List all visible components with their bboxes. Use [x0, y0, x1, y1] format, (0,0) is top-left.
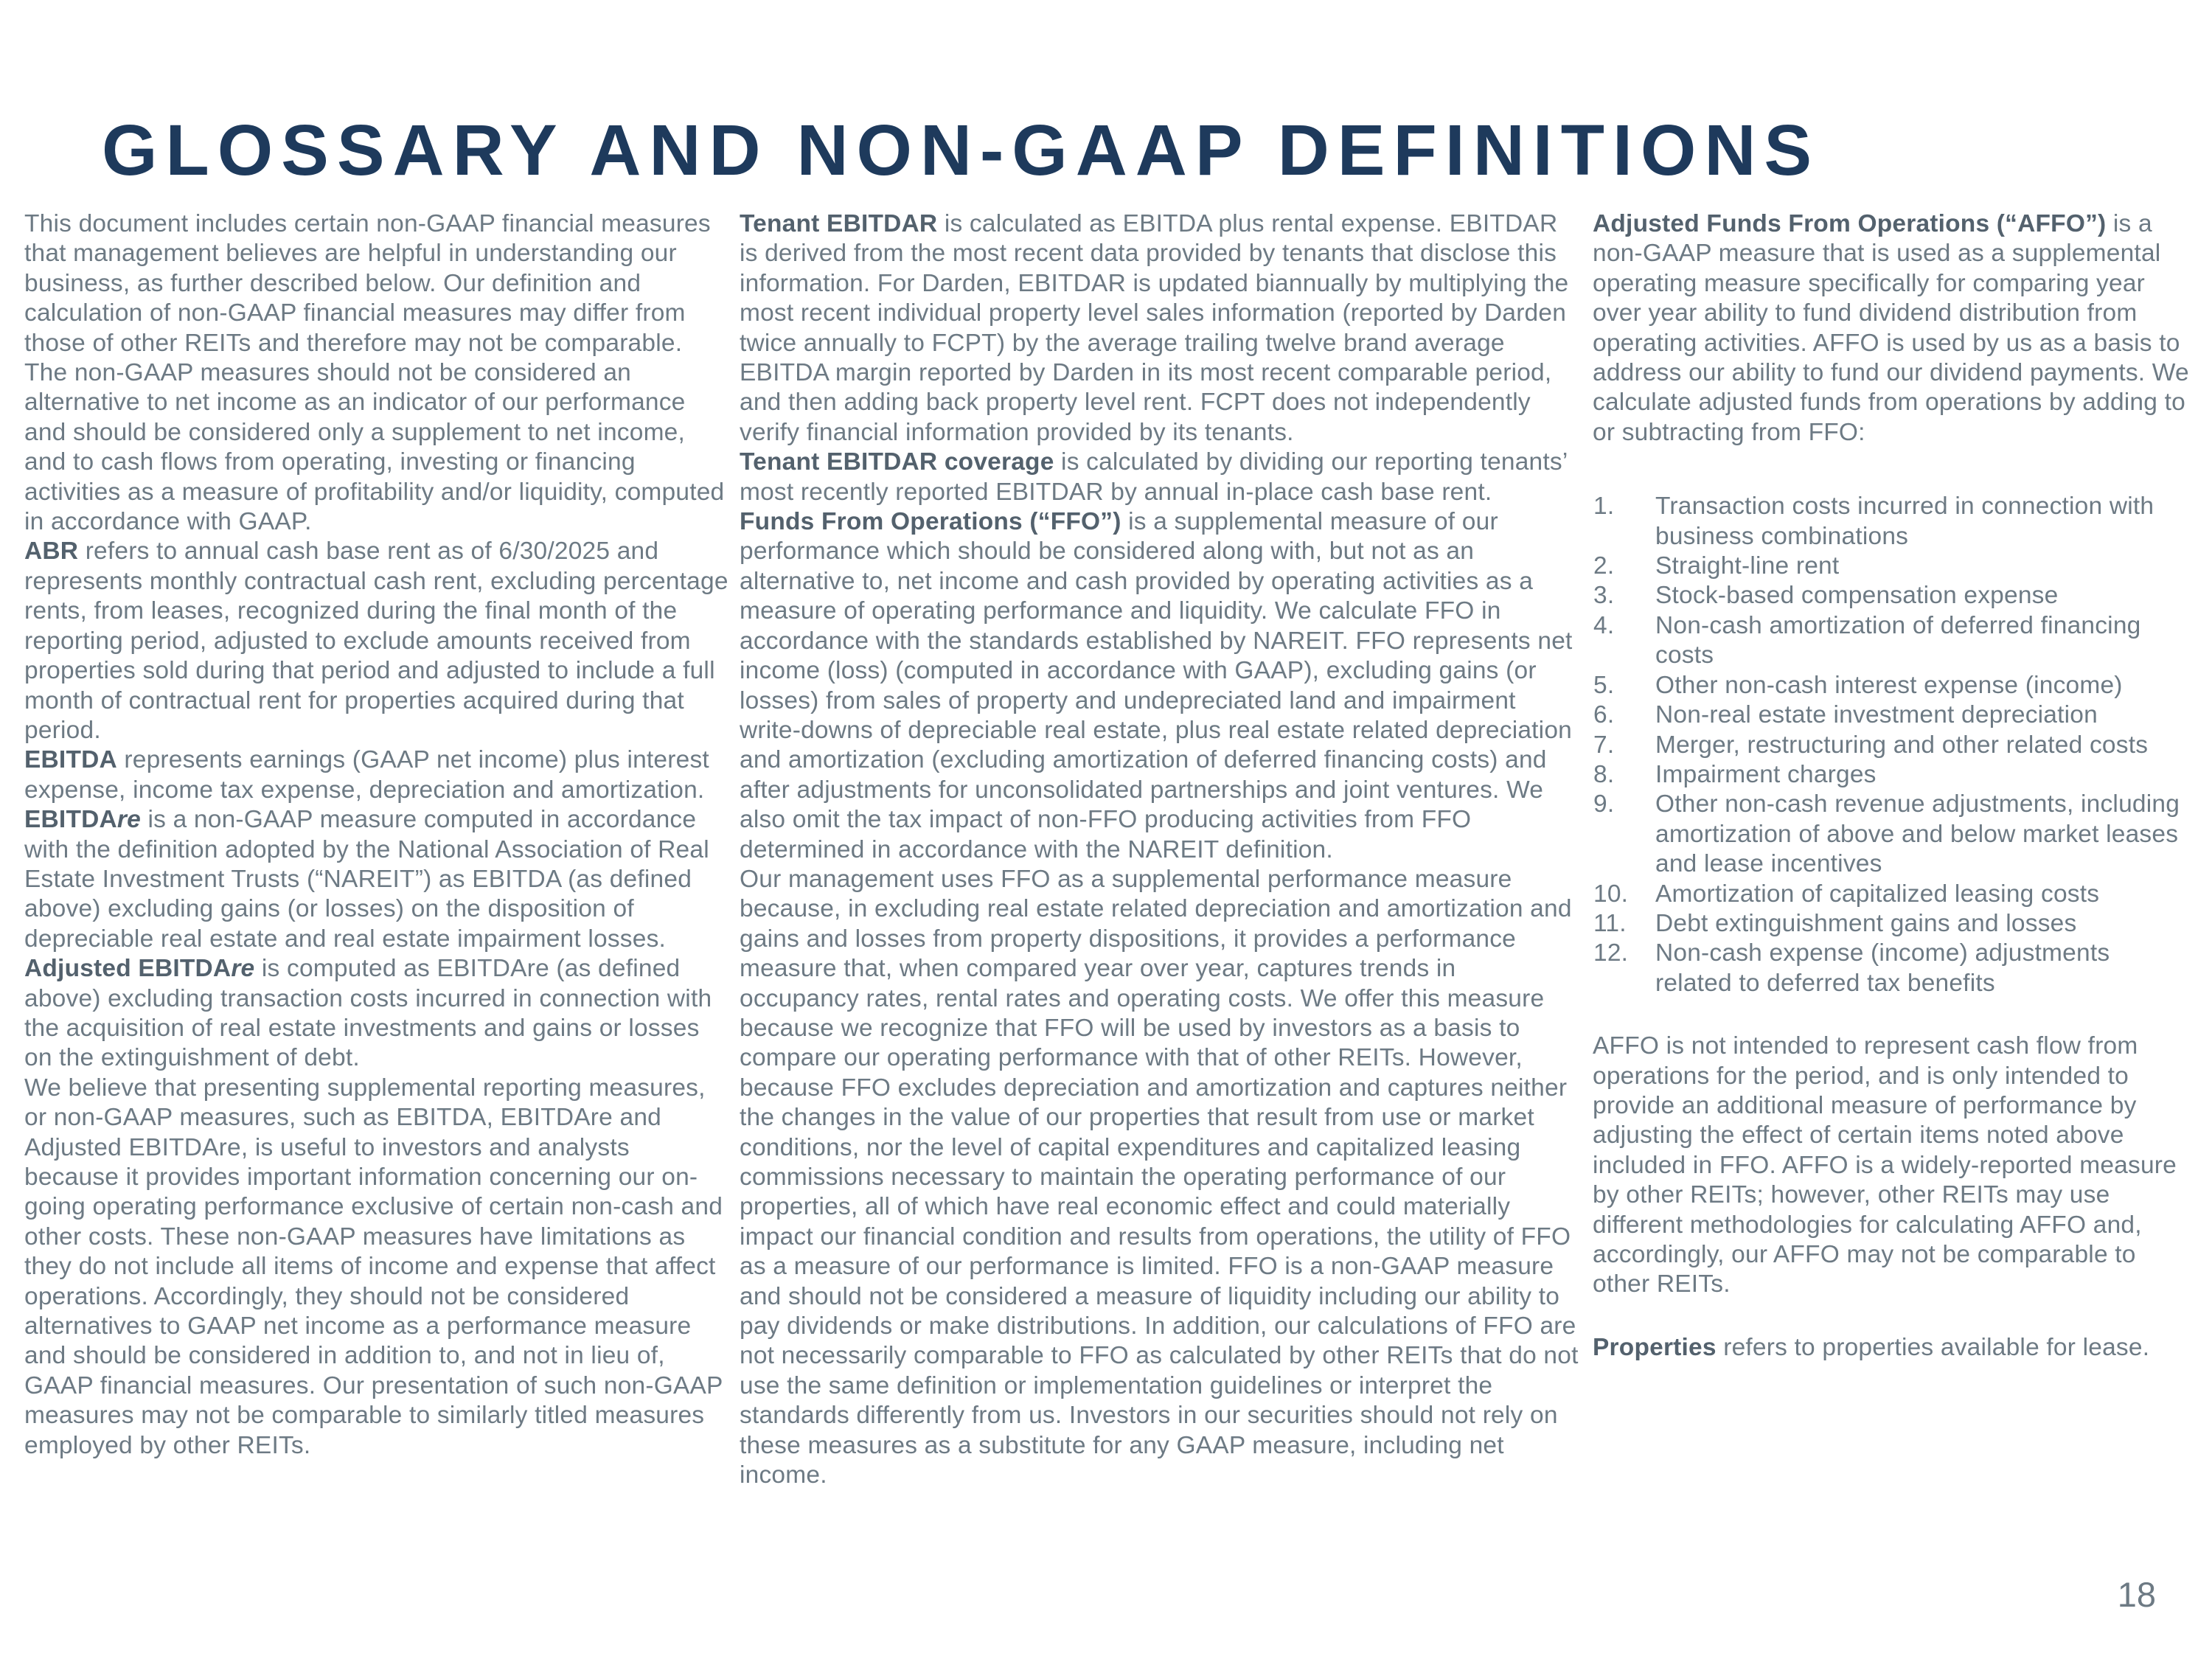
- list-item: Non-cash expense (income) adjustments related to deferred tax benefits: [1655, 939, 2110, 997]
- affo-adjustments-list: [1593, 492, 2190, 998]
- paragraph-text: refers to properties available for lease.: [1716, 1333, 2150, 1361]
- paragraph-text: refers to annual cash base rent as of 6/30/2025 and represents monthly contractual cash rent, excluding percentage rents, from leases, recognized during the final month of the reporting period, adjusted to exclude amounts received from properties sold during that period and adjusted to include a full month of contractual rent for properties acquired during that period.: [24, 538, 728, 744]
- list-item: Stock-based compensation expense: [1655, 582, 2059, 610]
- term-adjusted-ebitdare-suffix: re: [231, 955, 255, 983]
- column-middle: [740, 209, 1582, 1490]
- paragraph-tenant-ebitdar-coverage: [740, 448, 1582, 507]
- list-item: Debt extinguishment gains and losses: [1655, 909, 2077, 937]
- list-item: Amortization of capitalized leasing costs: [1655, 880, 2100, 908]
- paragraph-text: is computed as EBITDAre (as defined above) excluding transaction costs incurred in connection with the acquisition of real estate investments and gains or losses on the extinguishment of debt.: [24, 955, 712, 1072]
- paragraph-text: represents earnings (GAAP net income) plus interest expense, income tax expense, depreciation and amortization.: [24, 746, 709, 804]
- paragraph-ebitdare: [24, 805, 731, 954]
- paragraph-ffo: [740, 507, 1582, 865]
- term-tenant-ebitdar: Tenant EBITDAR: [740, 210, 938, 237]
- list-item: Other non-cash revenue adjustments, including amortization of above and below market leases and lease incentives: [1655, 790, 2180, 878]
- paragraph-we-believe: We believe that presenting supplemental reporting measures, or non-GAAP measures, such as EBITDA, EBITDAre and Adjusted EBITDAre, is useful to investors and analysts because it provides important information concerning our on-going operating performance exclusive of certain non-cash and other costs. These non-GAAP measures have limitations as they do not include all items of income and expense that affect operations. Accordingly, they should not be considered alternatives to GAAP net income as a performance measure and should be considered in addition to, and not in lieu of, GAAP financial measures. Our presentation of such non-GAAP measures may not be comparable to similarly titled measures employed by other REITs.: [24, 1074, 723, 1459]
- page-number: 18: [2117, 1575, 2156, 1614]
- paragraph-text: is calculated as EBITDA plus rental expense. EBITDAR is derived from the most recent data provided by tenants that disclose this information. For Darden, EBITDAR is updated biannually by multiplying the most recent individual property level sales information (reported by Darden twice annually to FCPT) by the average trailing twelve brand average EBITDA margin reported by Darden in its most recent comparable period, and then adding back property level rent. FCPT does not independently verify financial information provided by its tenants.: [740, 210, 1569, 446]
- paragraph-affo: [1593, 209, 2190, 448]
- list-item: Merger, restructuring and other related costs: [1655, 731, 2149, 759]
- list-item: Other non-cash interest expense (income): [1655, 671, 2123, 699]
- term-tenant-ebitdar-coverage: Tenant EBITDAR coverage: [740, 448, 1054, 476]
- paragraph-text: is calculated by dividing our reporting tenants’ most recently reported EBITDAR by annual in-place cash base rent.: [740, 448, 1568, 506]
- paragraph-adjusted-ebitdare: [24, 954, 731, 1074]
- paragraph-ebitda: [24, 745, 731, 805]
- term-ebitdare-suffix: re: [116, 806, 141, 834]
- paragraph-text: is a supplemental measure of our performance which should be considered along with, but not as an alternative to, net income and cash provided by operating activities as a measure of operating performance and liquidity. We calculate FFO in accordance with the standards established by NAREIT. FFO represents net income (loss) (computed in accordance with GAAP), excluding gains (or losses) from sales of property and undepreciated land and impairment write-downs of depreciable real estate, plus real estate related depreciation and amortization (excluding amortization of deferred financing costs) and after adjustments for unconsolidated partnerships and joint ventures. We also omit the tax impact of non-FFO producing activities from FFO determined in accordance with the NAREIT definition.: [740, 508, 1573, 863]
- term-ebitda: EBITDA: [24, 746, 117, 774]
- page-title: GLOSSARY AND NON-GAAP DEFINITIONS: [102, 110, 1820, 190]
- list-item: Straight-line rent: [1655, 552, 1840, 580]
- term-properties: Properties: [1593, 1333, 1717, 1361]
- column-left: [24, 209, 731, 1461]
- paragraph-properties: [1593, 1333, 2190, 1363]
- paragraph-text: is a non-GAAP measure computed in accordance with the definition adopted by the National Association of Real Estate Investment Trusts (“NAREIT”) as EBITDA (as defined above) excluding gains (or losses) on the disposition of depreciable real estate and real estate impairment losses.: [24, 806, 709, 953]
- paragraph-tenant-ebitdar: [740, 209, 1582, 448]
- term-ffo: Funds From Operations (“FFO”): [740, 508, 1121, 536]
- column-right: [1593, 209, 2190, 1363]
- term-abr: ABR: [24, 538, 79, 566]
- list-item: Transaction costs incurred in connection with business combinations: [1655, 493, 2154, 550]
- paragraph-affo-limitations: AFFO is not intended to represent cash flow from operations for the period, and is only intended to provide an additional measure of performance by adjusting the effect of certain items noted above included in FFO. AFFO is a widely-reported measure by other REITs; however, other REITs may use different methodologies for calculating AFFO and, accordingly, our AFFO may not be comparable to other REITs.: [1593, 1032, 2177, 1298]
- paragraph-intro: This document includes certain non-GAAP financial measures that management believes are helpful in understanding our business, as further described below. Our definition and calculation of non-GAAP financial measures may differ from those of other REITs and therefore may not be comparable. The non-GAAP measures should not be considered an alternative to net income as an indicator of our performance and should be considered only a supplement to net income, and to cash flows from operating, investing or financing activities as a measure of profitability and/or liquidity, computed in accordance with GAAP.: [24, 210, 725, 536]
- list-item: Non-real estate investment depreciation: [1655, 701, 2098, 729]
- term-affo: Adjusted Funds From Operations (“AFFO”): [1593, 210, 2107, 237]
- paragraph-text: is a non-GAAP measure that is used as a supplemental operating measure specifically for comparing year over year ability to fund dividend distribution from operating activities. AFFO is used by us as a basis to address our ability to fund our dividend payments. We calculate adjusted funds from operations by adding to or subtracting from FFO:: [1593, 210, 2189, 446]
- list-item: Impairment charges: [1655, 760, 1877, 788]
- paragraph-ffo-management: Our management uses FFO as a supplemental performance measure because, in excluding real estate related depreciation and amortization and gains and losses from property dispositions, it provides a performance measure that, when compared year over year, captures trends in occupancy rates, rental rates and operating costs. We offer this measure because we recognize that FFO will be used by investors as a basis to compare our operating performance with that of other REITs. However, because FFO excludes depreciation and amortization and captures neither the changes in the value of our properties that result from use or market conditions, nor the level of capital expenditures and capitalized leasing commissions necessary to maintain the operating performance of our properties, all of which have real economic effect and could materially impact our financial condition and results from operations, the utility of FFO as a measure of our performance is limited. FFO is a non-GAAP measure and should not be considered a measure of liquidity including our ability to pay dividends or make distributions. In addition, our calculations of FFO are not necessarily comparable to FFO as calculated by other REITs that do not use the same definition or implementation guidelines or interpret the standards differently from us. Investors in our securities should not rely on these measures as a substitute for any GAAP measure, including net income.: [740, 865, 1579, 1489]
- paragraph-abr: [24, 537, 731, 745]
- term-ebitdare: EBITDA: [24, 806, 117, 834]
- list-item: Non-cash amortization of deferred financing costs: [1655, 611, 2141, 669]
- term-adjusted-ebitdare: Adjusted EBITDA: [24, 955, 232, 983]
